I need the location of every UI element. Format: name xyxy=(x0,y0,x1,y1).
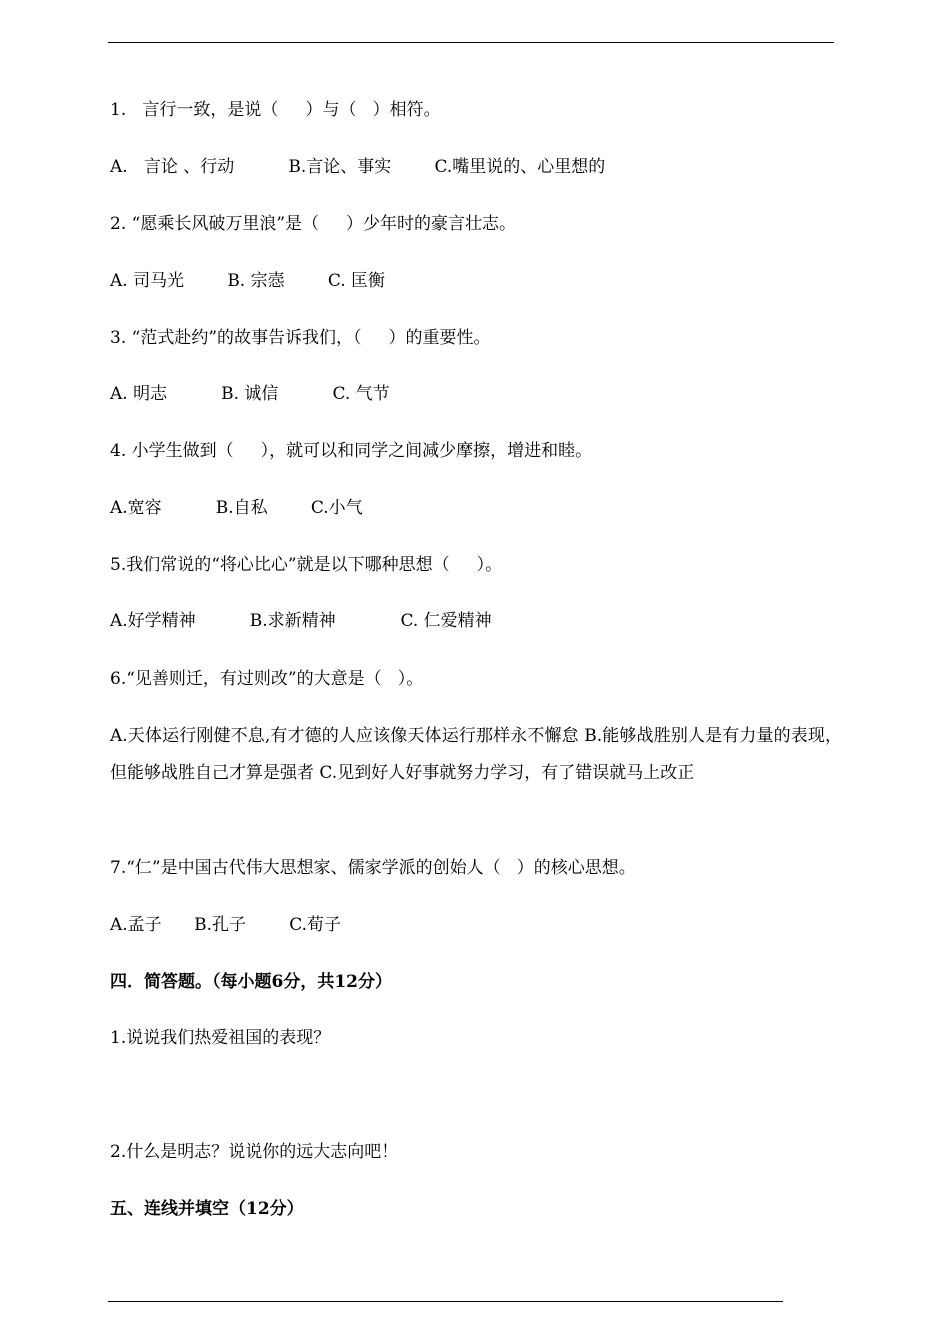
footer-rule xyxy=(108,1301,783,1302)
question-5: 5.我们常说的“将心比心”就是以下哪种思想（ ）。 xyxy=(110,555,503,575)
question-7-options: A.孟子 B.孔子 C.荀子 xyxy=(110,915,342,935)
question-1: 1. 言行一致，是说（ ）与（ ）相符。 xyxy=(110,100,441,120)
question-1-options: A. 言论 、行动 B.言论、事实 C.嘴里说的、心里想的 xyxy=(110,157,606,177)
question-2-options: A. 司马光 B. 宗悫 C. 匡衡 xyxy=(110,271,386,291)
question-4-options: A.宽容 B.自私 C.小气 xyxy=(110,498,363,518)
question-4: 4. 小学生做到（ ），就可以和同学之间减少摩擦，增进和睦。 xyxy=(110,441,593,461)
short-answer-2: 2.什么是明志？说说你的远大志向吧！ xyxy=(110,1142,399,1162)
short-answer-1: 1.说说我们热爱祖国的表现？ xyxy=(110,1028,331,1048)
section-4-heading: 四．简答题。（每小题6分，共12分） xyxy=(110,972,392,992)
question-3: 3. “范式赴约”的故事告诉我们，（ ）的重要性。 xyxy=(110,328,491,348)
question-5-options: A.好学精神 B.求新精神 C. 仁爱精神 xyxy=(110,611,492,631)
question-3-options: A. 明志 B. 诚信 C. 气节 xyxy=(110,384,390,404)
question-7: 7.“仁”是中国古代伟大思想家、儒家学派的创始人（ ）的核心思想。 xyxy=(110,858,636,878)
header-rule xyxy=(108,42,834,43)
section-5-heading: 五、连线并填空（12分） xyxy=(110,1199,304,1219)
question-6: 6.“见善则迁，有过则改”的大意是（ ）。 xyxy=(110,669,424,689)
question-6-options: A.天体运行刚健不息,有才德的人应该像天体运行那样永不懈怠 B.能够战胜别人是有力量的表现，但能够战胜自己才算是强者 C.见到好人好事就努力学习，有了错误就马上改正 xyxy=(110,726,842,783)
question-2: 2. “愿乘长风破万里浪”是（ ）少年时的豪言壮志。 xyxy=(110,214,517,234)
